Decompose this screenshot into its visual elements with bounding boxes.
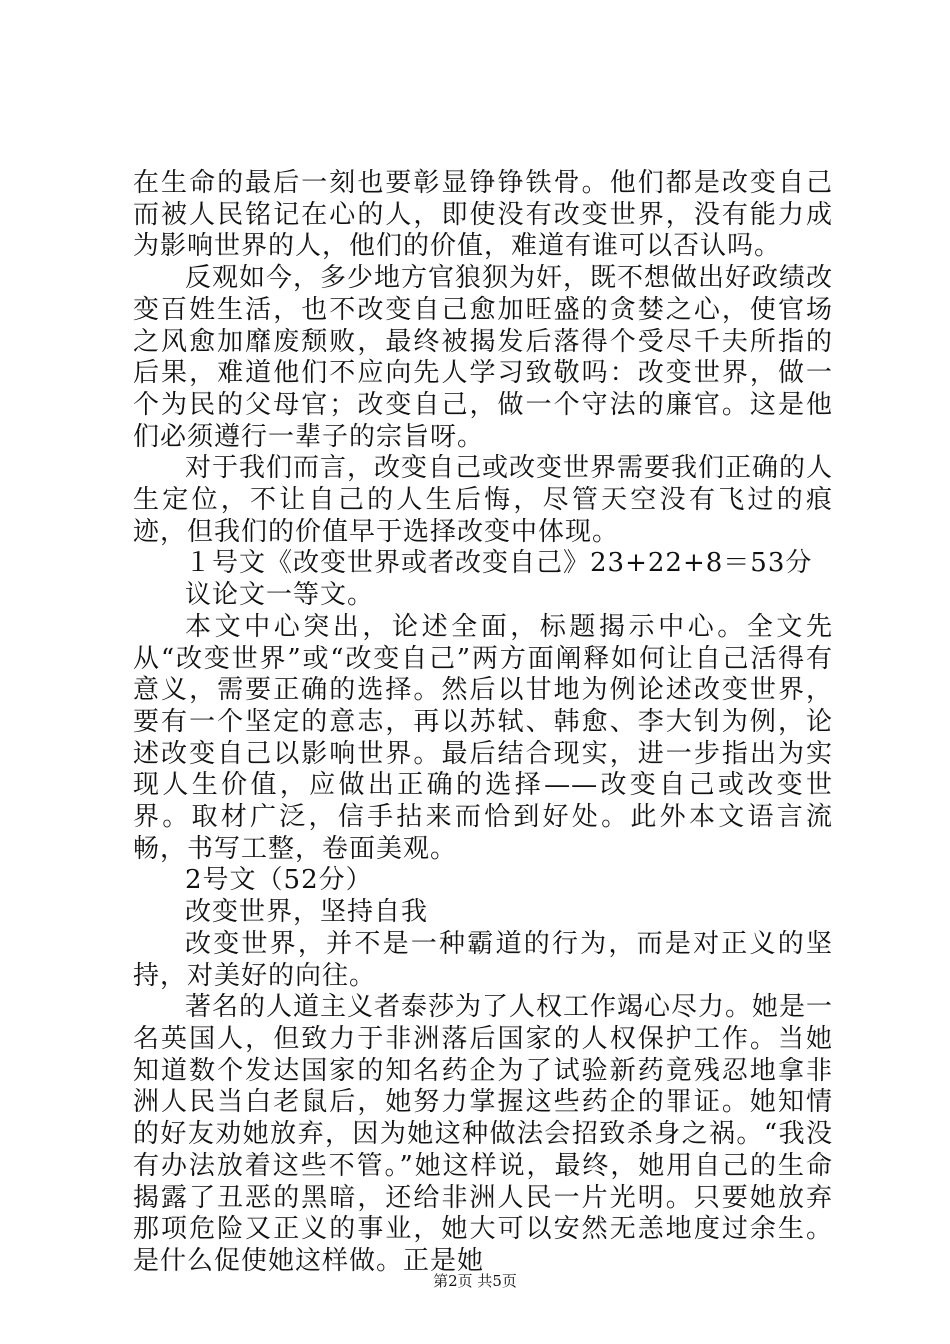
page-number-footer: 第2页 共5页 xyxy=(433,1272,517,1290)
essay-1-score-line: １号文《改变世界或者改变自己》23+22+8＝53分 xyxy=(185,548,813,579)
paragraph-3: 对于我们而言，改变自己或改变世界需要我们正确的人生定位，不让自己的人生后悔，尽管天空没有飞过的痕迹，但我们的价值早于选择改变中体现。 xyxy=(133,453,834,547)
body-text xyxy=(133,168,833,1278)
essay-1-comment: 本文中心突出，论述全面，标题揭示中心。全文先从“改变世界”或“改变自己”两方面阐释如何让自己活得有意义，需要正确的选择。然后以甘地为例论述改变世界，要有一个坚定的意志，再以苏轼、韩愈、李大钊为例，论述改变自己以影响世界。最后结合现实，进一步指出为实现人生价值，应做出正确的选择——改变自己或改变世界。取材广泛，信手拈来而恰到好处。此外本文语言流畅，书写工整，卷面美观。 xyxy=(133,611,833,864)
essay-2-score-line: 2号文（52分） xyxy=(185,865,373,896)
paragraph-1: 在生命的最后一刻也要彰显铮铮铁骨。他们都是改变自己而被人民铭记在心的人，即使没有改变世界，没有能力成为影响世界的人，他们的价值，难道有谁可以否认吗。 xyxy=(133,168,833,262)
essay-1-grade: 议论文一等文。 xyxy=(185,580,375,611)
paragraph-2: 反观如今，多少地方官狼狈为奸，既不想做出好政绩改变百姓生活，也不改变自己愈加旺盛的贪婪之心，使官场之风愈加靡废颓败，最终被揭发后落得个受尽千夫所指的后果，难道他们不应向先人学习致敬吗：改变世界，做一个为民的父母官；改变自己，做一个守法的廉官。这是他们必须遵行一辈子的宗旨呀。 xyxy=(133,263,834,452)
essay-2-paragraph-2: 著名的人道主义者泰莎为了人权工作竭心尽力。她是一名英国人，但致力于非洲落后国家的人权保护工作。当她知道数个发达国家的知名药企为了试验新药竟残忍地拿非洲人民当白老鼠后，她努力掌握这些药企的罪证。她知情的好友劝她放弃，因为她这种做法会招致杀身之祸。“我没有办法放着这些不管。”她这样说，最终，她用自己的生命揭露了丑恶的黑暗，还给非洲人民一片光明。只要她放弃那项危险又正义的事业，她大可以安然无恙地度过余生。是什么促使她这样做。正是她 xyxy=(133,992,834,1276)
essay-2-title: 改变世界，坚持自我 xyxy=(185,897,429,928)
essay-2-paragraph-1: 改变世界，并不是一种霸道的行为，而是对正义的坚持，对美好的向往。 xyxy=(133,928,833,991)
